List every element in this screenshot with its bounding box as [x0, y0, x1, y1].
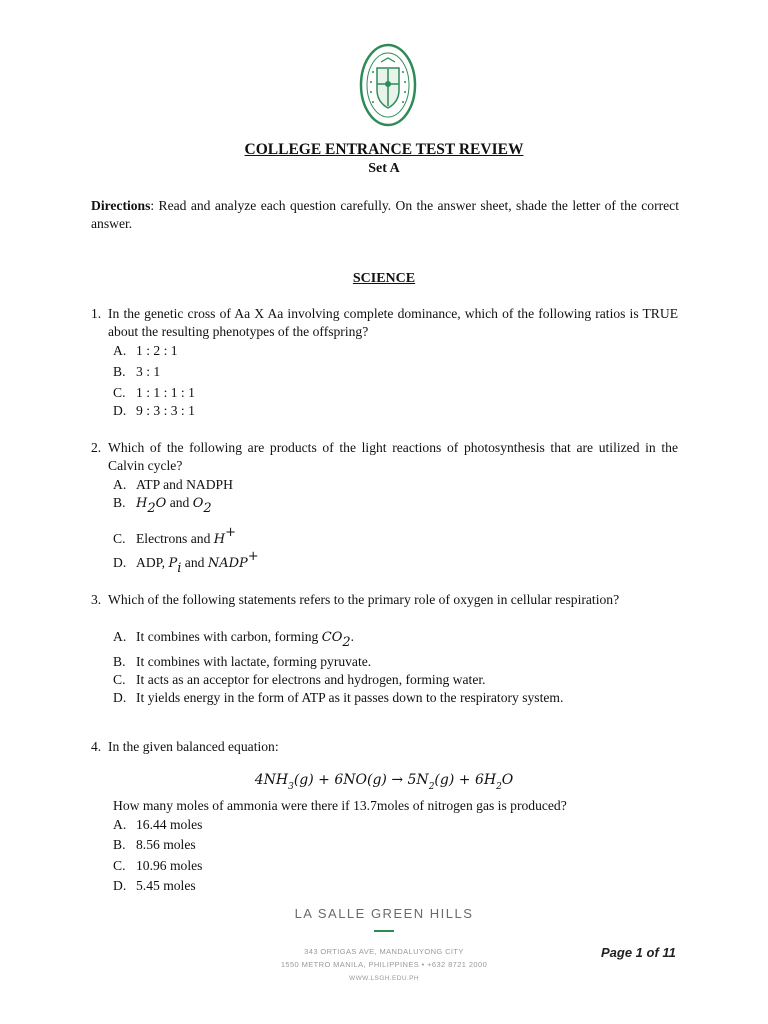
question-number: 3. — [91, 592, 102, 607]
option-a: A. ATP and NADPH — [113, 477, 233, 492]
footer-divider — [374, 930, 394, 932]
question-1 — [91, 305, 678, 418]
question-4-prompt: How many moles of ammonia were there if 13.7moles of nitrogen gas is produced? — [113, 798, 567, 813]
footer-address-line-2: 1550 METRO MANILA, PHILIPPINES • +632 8721 2000 — [280, 960, 488, 969]
footer-website: WWW.LSGH.EDU.PH — [349, 975, 419, 982]
page-title: COLLEGE ENTRANCE TEST REVIEW — [244, 141, 524, 158]
option-b: B. 3 : 1 — [113, 364, 161, 379]
school-seal-logo — [359, 42, 417, 128]
option-a: A. 16.44 moles — [113, 817, 203, 832]
option-c: C. Electrons and H+ — [113, 525, 237, 547]
option-d: D. ADP, $P_i$ and NADP+ — [113, 549, 259, 576]
footer-brand: LA SALLE GREEN HILLS — [294, 906, 474, 921]
option-b: B. $H_2O$ and $O_2$ — [113, 495, 212, 516]
directions-text: : Read and analyze each question carefully. On the answer sheet, shade the letter of the correct answer. — [91, 198, 679, 232]
option-a: A. 1 : 2 : 1 — [113, 343, 178, 358]
question-4 — [91, 738, 678, 756]
question-3 — [91, 591, 678, 705]
question-text: Which of the following statements refers to the primary role of oxygen in cellular respiration? — [108, 592, 620, 607]
balanced-equation: $4NH_3(g) + 6NO(g) \to 5N_2(g) + 6H_2O$ — [254, 772, 514, 792]
question-text: In the genetic cross of Aa X Aa involving complete dominance, which of the following ratios is TRUE about the resulting phenotypes of the offspring? — [108, 306, 678, 340]
option-d: D. It yields energy in the form of ATP as it passes down to the respiratory system. — [113, 690, 564, 705]
question-number: 2. — [91, 440, 102, 455]
option-c: C. 10.96 moles — [113, 858, 203, 873]
directions-label: Directions — [91, 198, 151, 213]
option-d: D. 9 : 3 : 3 : 1 — [113, 403, 195, 418]
option-c: C. 1 : 1 : 1 : 1 — [113, 385, 195, 400]
question-number: 4. — [91, 739, 102, 754]
option-b: B. 8.56 moles — [113, 837, 196, 852]
page-number: Page 1 of 11 — [601, 945, 676, 960]
option-d: D. 5.45 moles — [113, 878, 196, 893]
option-b: B. It combines with lactate, forming pyruvate. — [113, 654, 372, 669]
footer-address-line-1: 343 ORTIGAS AVE, MANDALUYONG CITY — [304, 947, 464, 956]
question-text: Which of the following are products of the light reactions of photosynthesis that are utilized in the Calvin cycle? — [108, 440, 678, 474]
directions — [91, 197, 679, 233]
question-2 — [91, 439, 678, 576]
section-title: SCIENCE — [352, 271, 416, 286]
option-a: A. It combines with carbon, forming $CO_2$. — [113, 629, 355, 650]
option-c: C. It acts as an acceptor for electrons and hydrogen, forming water. — [113, 672, 486, 687]
question-text: In the given balanced equation: — [108, 739, 279, 754]
page-subtitle: Set A — [368, 161, 400, 176]
question-number: 1. — [91, 306, 102, 321]
